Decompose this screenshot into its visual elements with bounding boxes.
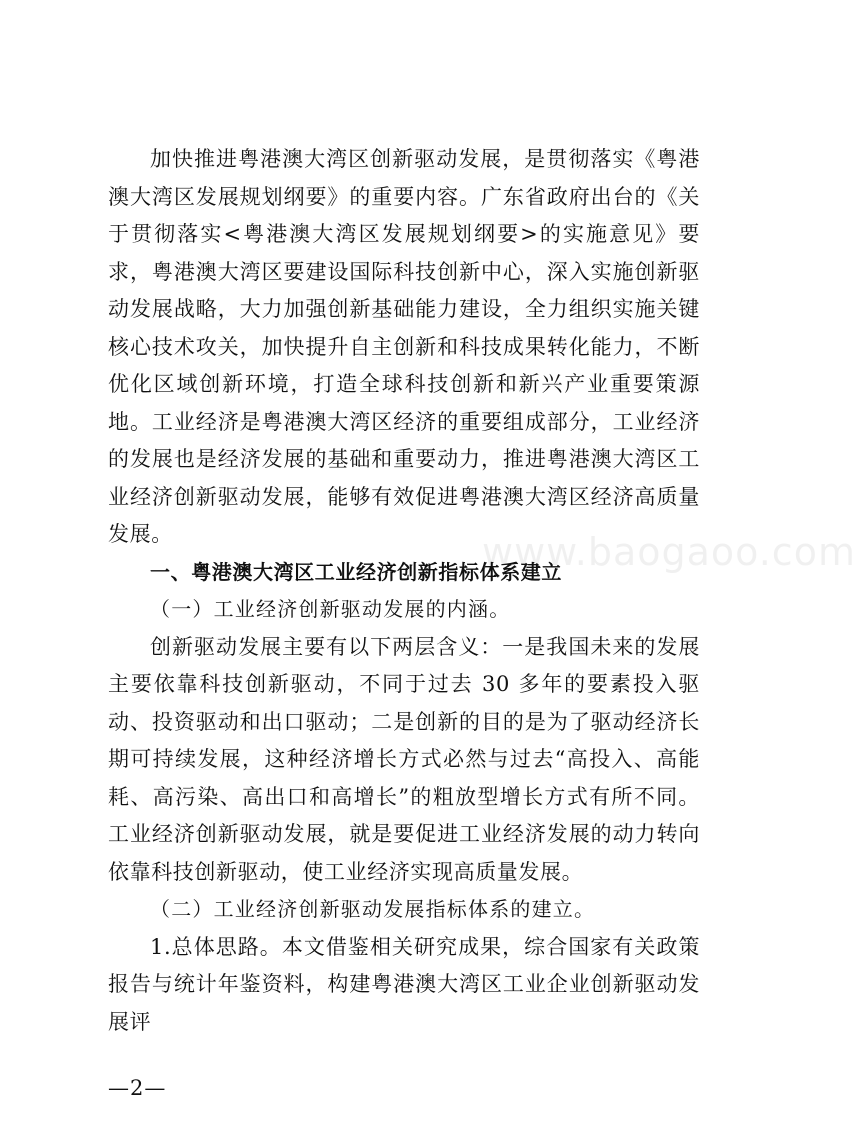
- watermark: www.baogaoo.com: [482, 530, 856, 574]
- subsection-heading-1: （一）工业经济创新驱动发展的内涵。: [150, 597, 511, 621]
- section-heading-1: 一、粤港澳大湾区工业经济创新指标体系建立: [150, 559, 562, 584]
- paragraph-connotation: 创新驱动发展主要有以下两层含义：一是我国未来的发展主要依靠科技创新驱动，不同于过去 30 多年的要素投入驱动、投资驱动和出口驱动；二是创新的目的是为了驱动经济长期可持续发展，这种经济增长方式必然与过去“高投入、高能耗、高污染、高出口和高增长”的粗放型增长方式有所不同。工业经济创新驱动发展，就是要促进工业经济发展的动力转向依靠科技创新驱动，使工业经济实现高质量发展。: [108, 634, 700, 884]
- paragraph-general-approach: 1.总体思路。本文借鉴相关研究成果，综合国家有关政策报告与统计年鉴资料，构建粤港澳大湾区工业企业创新驱动发展评: [108, 934, 700, 1034]
- document-body: [108, 141, 700, 1041]
- page-number: —2—: [108, 1076, 167, 1100]
- subsection-heading-2: （二）工业经济创新驱动发展指标体系的建立。: [150, 897, 596, 921]
- paragraph-intro: 加快推进粤港澳大湾区创新驱动发展，是贯彻落实《粤港澳大湾区发展规划纲要》的重要内容。广东省政府出台的《关于贯彻落实<粤港澳大湾区发展规划纲要>的实施意见》要求，粤港澳大湾区要建设国际科技创新中心，深入实施创新驱动发展战略，大力加强创新基础能力建设，全力组织实施关键核心技术攻关，加快提升自主创新和科技成果转化能力，不断优化区域创新环境，打造全球科技创新和新兴产业重要策源地。工业经济是粤港澳大湾区经济的重要组成部分，工业经济的发展也是经济发展的基础和重要动力，推进粤港澳大湾区工业经济创新驱动发展，能够有效促进粤港澳大湾区经济高质量发展。: [108, 147, 700, 546]
